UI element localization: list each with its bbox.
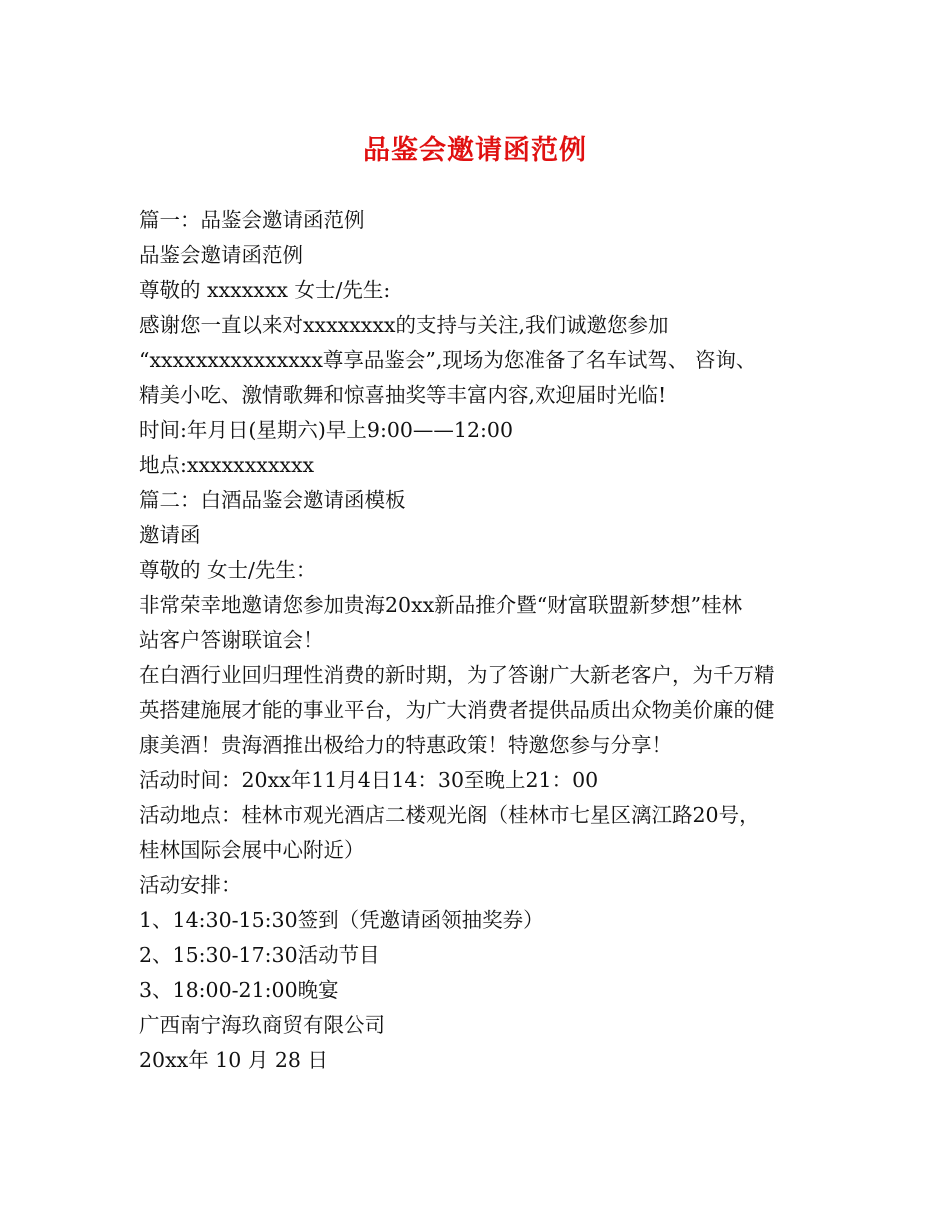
text-line: 时间:年月日(星期六)早上9:00——12:00 <box>139 418 514 442</box>
text-line: 感谢您一直以来对xxxxxxxx的支持与关注,我们诚邀您参加 <box>139 313 669 337</box>
text-line: 地点:xxxxxxxxxxx <box>139 453 315 477</box>
text-line: 品鉴会邀请函范例 <box>139 243 303 267</box>
text-line: 尊敬的 女士/先生： <box>139 558 317 582</box>
text-line: 活动地点：桂林市观光酒店二楼观光阁（桂林市七星区漓江路20号， <box>139 803 760 827</box>
text-line: 桂林国际会展中心附近） <box>139 838 365 862</box>
text-line: 活动时间：20xx年11月4日14：30至晚上21：00 <box>139 768 599 792</box>
text-line: 篇一：品鉴会邀请函范例 <box>139 208 365 232</box>
text-line: 3、18:00-21:00晚宴 <box>139 978 339 1002</box>
text-line: 2、15:30-17:30活动节目 <box>139 943 380 967</box>
text-line: 英搭建施展才能的事业平台，为广大消费者提供品质出众物美价廉的健 <box>139 698 775 722</box>
document-title: 品鉴会邀请函范例 <box>363 135 587 166</box>
text-line: 篇二：白酒品鉴会邀请函模板 <box>139 488 406 512</box>
text-line: 1、14:30-15:30签到（凭邀请函领抽奖券） <box>139 908 544 932</box>
text-line: 非常荣幸地邀请您参加贵海20xx新品推介暨“财富联盟新梦想”桂林 <box>139 593 743 617</box>
text-line: 精美小吃、激情歌舞和惊喜抽奖等丰富内容,欢迎届时光临! <box>139 383 667 407</box>
text-line: 广西南宁海玖商贸有限公司 <box>139 1013 385 1037</box>
text-line: “xxxxxxxxxxxxxxx尊享品鉴会”,现场为您准备了名车试驾、 咨询、 <box>139 348 757 372</box>
text-line: 站客户答谢联谊会！ <box>139 628 324 652</box>
text-line: 邀请函 <box>139 523 201 547</box>
document-body <box>139 203 819 1078</box>
text-line: 康美酒！贵海酒推出极给力的特惠政策！特邀您参与分享！ <box>139 733 672 757</box>
text-line: 尊敬的 xxxxxxx 女士/先生: <box>139 278 391 302</box>
text-line: 活动安排： <box>139 873 242 897</box>
text-line: 20xx年 10 月 28 日 <box>139 1048 328 1072</box>
text-line: 在白酒行业回归理性消费的新时期，为了答谢广大新老客户，为千万精 <box>139 663 775 687</box>
